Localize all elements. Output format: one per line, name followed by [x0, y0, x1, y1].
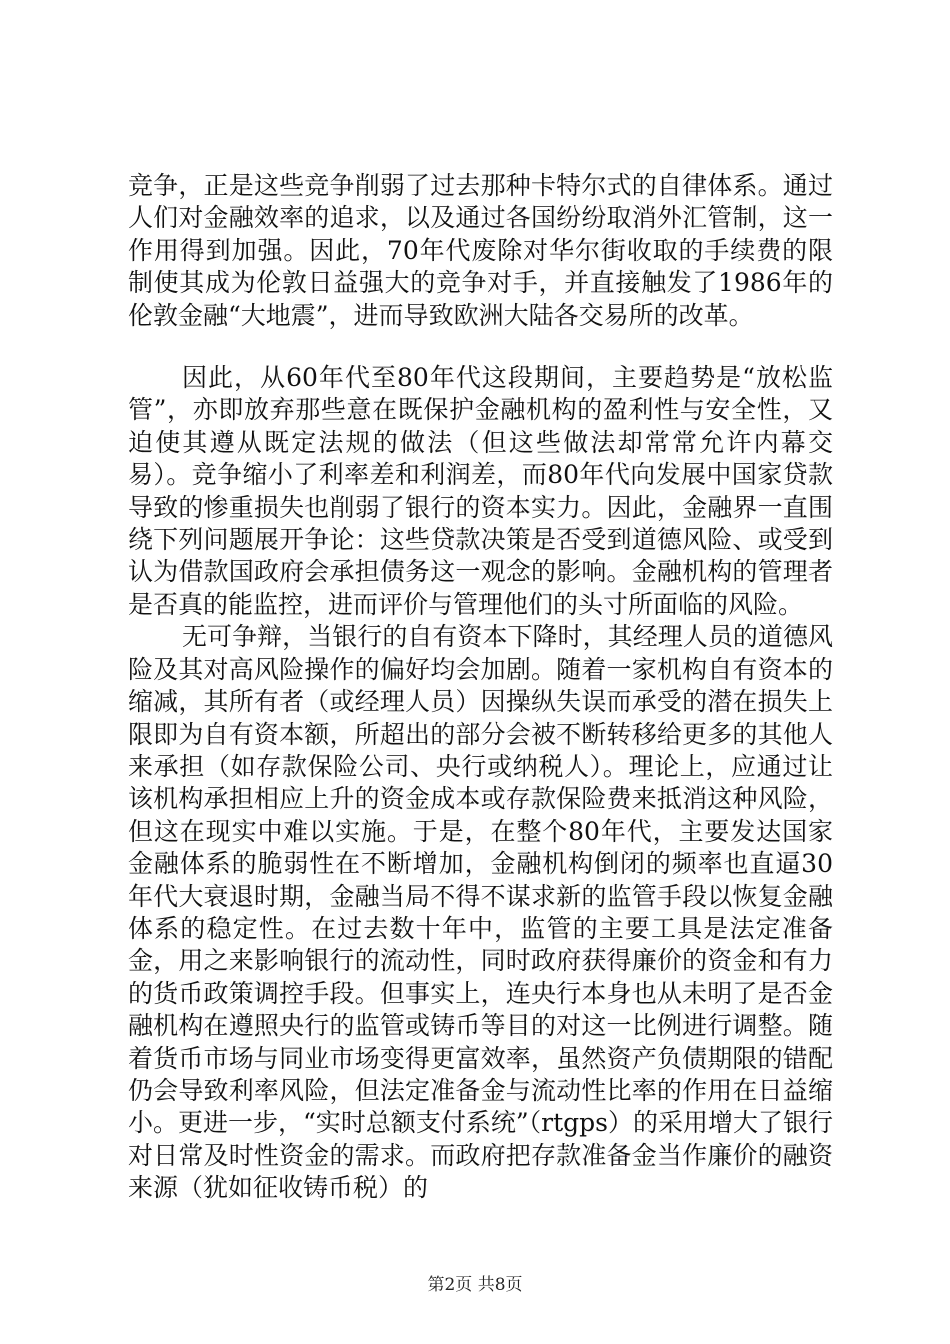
document-body	[128, 170, 833, 1205]
paragraph-3: 无可争辩，当银行的自有资本下降时，其经理人员的道德风险及其对高风险操作的偏好均会加剧。随着一家机构自有资本的缩减，其所有者（或经理人员）因操纵失误而承受的潜在损失上限即为自有资本额，所超出的部分会被不断转移给更多的其他人来承担（如存款保险公司、央行或纳税人）。理论上，应通过让该机构承担相应上升的资金成本或存款保险费来抵消这种风险，但这在现实中难以实施。于是，在整个80年代，主要发达国家金融体系的脆弱性在不断增加，金融机构倒闭的频率也直逼30年代大衰退时期，金融当局不得不谋求新的监管手段以恢复金融体系的稳定性。在过去数十年中，监管的主要工具是法定准备金，用之来影响银行的流动性，同时政府获得廉价的资金和有力的货币政策调控手段。但事实上，连央行本身也从未明了是否金融机构在遵照央行的监管或铸币等目的对这一比例进行调整。随着货币市场与同业市场变得更富效率，虽然资产负债期限的错配仍会导致利率风险，但法定准备金与流动性比率的作用在日益缩小。更进一步，“实时总额支付系统”（rtgps）的采用增大了银行对日常及时性资金的需求。而政府把存款准备金当作廉价的融资来源（犹如征收铸币税）的	[128, 622, 833, 1203]
paragraph-1: 竞争，正是这些竞争削弱了过去那种卡特尔式的自律体系。通过人们对金融效率的追求，以及通过各国纷纷取消外汇管制，这一作用得到加强。因此，70年代废除对华尔街收取的手续费的限制使其成为伦敦日益强大的竞争对手，并直接触发了1986年的伦敦金融“大地震”，进而导致欧洲大陆各交易所的改革。	[128, 171, 833, 330]
paragraph-2: 因此，从60年代至80年代这段期间，主要趋势是“放松监管”，亦即放弃那些意在既保护金融机构的盈利性与安全性，又迫使其遵从既定法规的做法（但这些做法却常常允许内幕交易）。竞争缩小了利率差和利润差，而80年代向发展中国家贷款导致的惨重损失也削弱了银行的资本实力。因此，金融界一直围绕下列问题展开争论：这些贷款决策是否受到道德风险、或受到认为借款国政府会承担债务这一观念的影响。金融机构的管理者是否真的能监控，进而评价与管理他们的头寸所面临的风险。	[128, 363, 833, 619]
page-footer: 第2页 共8页	[427, 1275, 523, 1295]
